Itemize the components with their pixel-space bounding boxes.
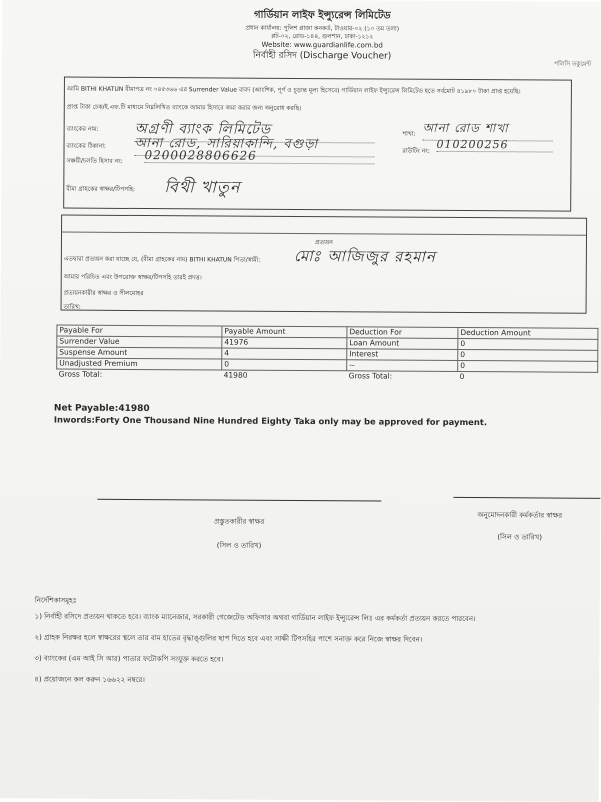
cell: 0 [458, 349, 598, 361]
declaration-box [63, 77, 572, 212]
cell: Surrender Value [57, 336, 222, 348]
address-line-1: প্রধান কার্যালয়: পুলিশ প্লাজা কনকর্ড, টাওয়ার-০২ (১০ তম তলা) [245, 24, 400, 33]
witness-line-2: আমার পরিচিত এবং উপরোক্ত স্বাক্ষর/টিপসহি তারই প্রদত্ত। [63, 273, 202, 282]
company-header [192, 7, 452, 50]
bank-address-label: ব্যাংকের ঠিকানা: [66, 142, 106, 150]
account-number-value: 0200028806626 [144, 148, 374, 164]
cell: Interest [347, 349, 458, 361]
instruction-item: ৪) প্রয়োজনে কল করুন ১৬৬২২ নম্বরে। [34, 675, 145, 685]
gross-deduction: 0 [459, 371, 465, 382]
bank-name-label: ব্যাংকের নাম: [66, 125, 99, 133]
top-right-note: পলিসি ডকুমেন্ট [554, 60, 592, 68]
approver-seal-date: (সিল ও তারিখ) [497, 533, 543, 542]
header-deduction-amount: Deduction Amount [458, 327, 598, 339]
instructions-title: নির্দেশিকাসমূহঃ [34, 596, 77, 605]
branch-label: শাখা: [402, 130, 416, 138]
account-number-label: সঞ্চয়ী/চলতি হিসাব নং: [66, 157, 123, 165]
witness-title: প্রত্যয়ন [315, 239, 333, 247]
gross-payable: 41980 [223, 370, 248, 380]
bank-address-value: আনা রোড, সারিয়াকান্দি, বগুড়া [134, 134, 374, 157]
net-inwords: Inwords:Forty One Thousand Nine Hundred Eighty Taka only may be approved for payment. [53, 414, 488, 428]
gross-label-right: Gross Total: [348, 371, 393, 381]
cell: Suspense Amount [57, 347, 222, 359]
customer-signature: বিথী খাতুন [164, 177, 241, 197]
cell: 4 [222, 348, 347, 360]
header-deduction-for: Deduction For [347, 327, 458, 339]
header-payable-amount: Payable Amount [222, 326, 347, 338]
declaration-line-1: আমি BITHI KHATUN বীমাপত্র নং ০৪৫৩৬৬ এর Surrender Value বাবদ (আংশিক, পূর্ণ ও চূড়ান্ত মূল্য হিসেবে) গার্ডিয়ান লাইফ ইন্স্যুরেন্স লিমিটেড হতে সর্বমোট ৪১৯৮০ টাকা প্রাপ্ত হয়েছি। [66, 85, 521, 96]
approver-signature-line [453, 497, 600, 499]
document-title: নির্বাহী রসিদ (Discharge Voucher) [252, 50, 392, 62]
payment-table [56, 325, 598, 383]
preparer-seal-date: (সিল ও তারিখ) [216, 541, 262, 550]
declaration-line-2: প্রাপ্ত টাকা চেক/ই.এফ.টি মাধ্যমে নিম্নলিখিত ব্যাংকে আমার হিসাবে জমা করার জন্য অনুরোধ করছি। [66, 103, 302, 112]
gross-label-left: Gross Total: [58, 369, 103, 379]
cell: 0 [458, 360, 598, 372]
witness-box [61, 215, 588, 314]
witness-date: তারিখ: [63, 303, 81, 311]
cell: 0 [222, 359, 347, 371]
cell: Unadjusted Premium [57, 358, 222, 370]
net-payable: Net Payable:41980 [53, 403, 150, 415]
witness-line-3: প্রত্যয়নকারীর স্বাক্ষর ও সীলমোহর [63, 289, 144, 298]
instructions [34, 594, 595, 688]
customer-sign-label: বীমা গ্রাহকের স্বাক্ষর/টিপসহি: [66, 185, 136, 193]
company-name: গার্ডিয়ান লাইফ ইন্স্যুরেন্স লিমিটেড [253, 9, 391, 22]
gross-row [57, 369, 598, 383]
website: Website: www.guardianlife.com.bd [261, 40, 383, 50]
approver-signature-label: অনুমোদনকারী কর্মকর্তার স্বাক্ষর [477, 511, 563, 520]
header-payable-for: Payable For [57, 325, 222, 337]
cell: -- [347, 360, 458, 372]
cell: Loan Amount [347, 338, 458, 350]
witness-father-name: মোঃ আজিজুর রহমান [293, 246, 436, 266]
instruction-item: ১) নির্বাহী রসিদে প্রত্যয়ন থাকতে হবে। ব্যাংক ম্যানেজার, সরকারী গেজেটেড অফিসার অথবা গার্ডিয়ান লাইফ ইন্স্যুরেন্স লিঃ এর কর্মকর্তা প্রত্যয়ন করতে পারবেন। [34, 612, 476, 624]
witness-line-1: এতদ্বারা প্রত্যয়ন করা যাচ্ছে যে, (বীমা গ্রাহকের নাম) BITHI KHATUN পিতা/স্বামী: [63, 255, 261, 264]
instruction-item: ২) গ্রাহক নিরক্ষর হলে স্বাক্ষরের স্থলে তার বাম হাতের বৃদ্ধাঙ্গুলির ছাপ দিতে হবে এবং সাক্ষী টিপসহির পাশে সনাক্ত করে নিজে স্বাক্ষর দিবেন। [34, 633, 423, 644]
preparer-signature-label: প্রস্তুতকারীর স্বাক্ষর [214, 517, 265, 526]
routing-value: 010200256 [437, 138, 553, 153]
address-line-2: প্লট-০২, রোড-১৪৪, গুলশান, ঢাকা-১২১২ [271, 32, 374, 41]
branch-value: আনা রোড শাখা [423, 120, 553, 142]
routing-label: রাউটিং নং: [402, 147, 430, 155]
cell: 41976 [222, 337, 347, 349]
instruction-item: ৩) ব্যাংকের (এম আই সি আর) পাতার ফটোকপি সংযুক্ত করতে হবে। [34, 654, 224, 664]
bank-name-value: অগ্রণী ব্যাংক লিমিটেড [135, 117, 375, 143]
cell: 0 [458, 338, 598, 350]
preparer-signature-line [97, 499, 381, 502]
